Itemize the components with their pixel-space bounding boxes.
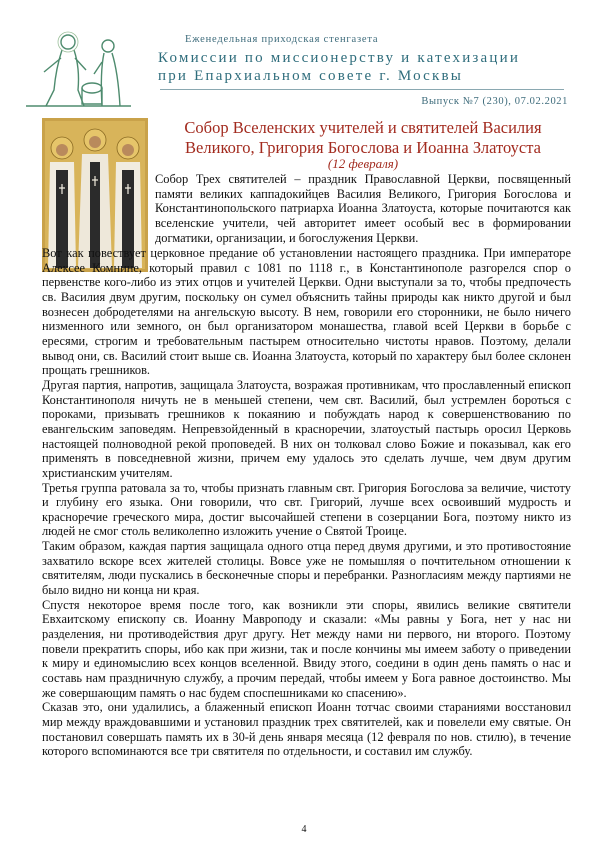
logo-christ-samaritan-icon [16,28,136,110]
article-body [42,246,571,759]
article-paragraph-2: Другая партия, напротив, защищала Златоуста, возражая противникам, что прославленный епископ Константинополя ничуть не в меньшей степени, чем свт. Василий, был устремлен бороться с пороками, призывать грешников к покаянию и побуждать народ к совершенствованию по евангельским заповедям. Непревзойденный в красноречии, златоустый пастырь оросил Церковь настоящей полноводной рекой проповедей. В них он толковал слово Божие и показывал, как его применять в повседневной жизни, причем ему удалось это сделать лучше, чем двум другим христианским учителям. [42,377,571,480]
commission-title-line1: Комиссии по миссионерству и катехизации [158,50,521,66]
article-paragraph-6: Сказав это, они удалились, а блаженный епископ Иоанн тотчас своими стараниями восстановил мир между враждовавшими и установил праздник трех святителей, как и повелели ему святые. Он постановил совершать память их в 30-й день января месяца (12 февраля по нов. стилю), в течение которого вспоминаются все три святителя по отдельности, и составил им службу. [42,700,571,759]
article-paragraph-1: Вот как повествует церковное предание об установлении настоящего праздника. При императоре Алексее Комнине, который правил с 1081 по 1118 г., в Константинополе разгорелся спор о первенстве кого-либо из этих отцов и учителей Церкви. Одни выступали за то, чтобы предпочесть св. Василия двум другим, поскольку он сумел объяснить тайны природы как никто другой и был вознесен добродетелями на ангельскую высоту. В нем, говорили его сторонники, не было ничего низменного или земного, он был организатором монашества, главой всей Церкви в борьбе с ересями, строгим и требовательным пастырем относительно чистоты нравов. Поэтому, делали вывод они, св. Василий стоит выше св. Иоанна Златоуста, который по характеру был более склонен прощать грешников. [42,246,571,378]
article-intro-paragraph: Собор Трех святителей – праздник Православной Церкви, посвященный памяти великих каппадокийцев Василия Великого, Григория Богослова и Константинопольского патриарха Иоанна Златоуста, которые почитаются как вселенские учители, чей авторитет имеет особый вес в формировании догматики, организации, и богослужения Церкви. [155,172,571,245]
article-date-note: (12 февраля) [327,156,399,171]
issue-info: Выпуск №7 (230), 07.02.2021 [421,96,568,107]
article-paragraph-3: Третья группа ратовала за то, чтобы признать главным свт. Григория Богослова за величие, чистоту и глубину его языка. Они говорили, что свт. Григорий, лучше всех освоивший мудрость и красноречие греческого мира, достиг высочайшей степени в созерцании Бога, поэтому никто из людей не смог столь великолепно изложить учение о Святой Троице. [42,480,571,539]
page-number: 4 [301,824,307,835]
header-divider [160,89,564,90]
commission-title-line2: при Епархиальном совете г. Москвы [158,68,464,84]
article-paragraph-5: Спустя некоторое время после того, как возникли эти споры, явились великие святители Евхаитскому епископу св. Иоанну Мавроподу и сказали: «Мы равны у Бога, нет у нас ни разделения, ни противодействия друг другу. Нет между нами ни первого, ни второго. Поэтому повели прекратить споры, ибо как при жизни, так и после кончины мы имеем заботу о приведении к миру и единомыслию всех концов вселенной. Ввиду этого, соедини в один день память о нас и составь нам праздничную службу, а прочим передай, чтобы имеем у Бога равное достоинство. Мы же совершающим память о нас будем споспешниками ко спасению». [42,597,571,700]
newspaper-type: Еженедельная приходская стенгазета [185,34,379,45]
article-title: Собор Вселенских учителей и святителей Василия Великого, Григория Богослова и Иоанна Златоуста [184,118,542,157]
article-paragraph-4: Таким образом, каждая партия защищала одного отца перед двумя другими, и это противостояние захватило вскоре всех жителей столицы. Вовсе уже не помышляя о почтительном отношении к святителям, люди пускались в бесконечные споры и перебранки. Разногласиям между партиями не было видно ни конца ни края. [42,539,571,598]
